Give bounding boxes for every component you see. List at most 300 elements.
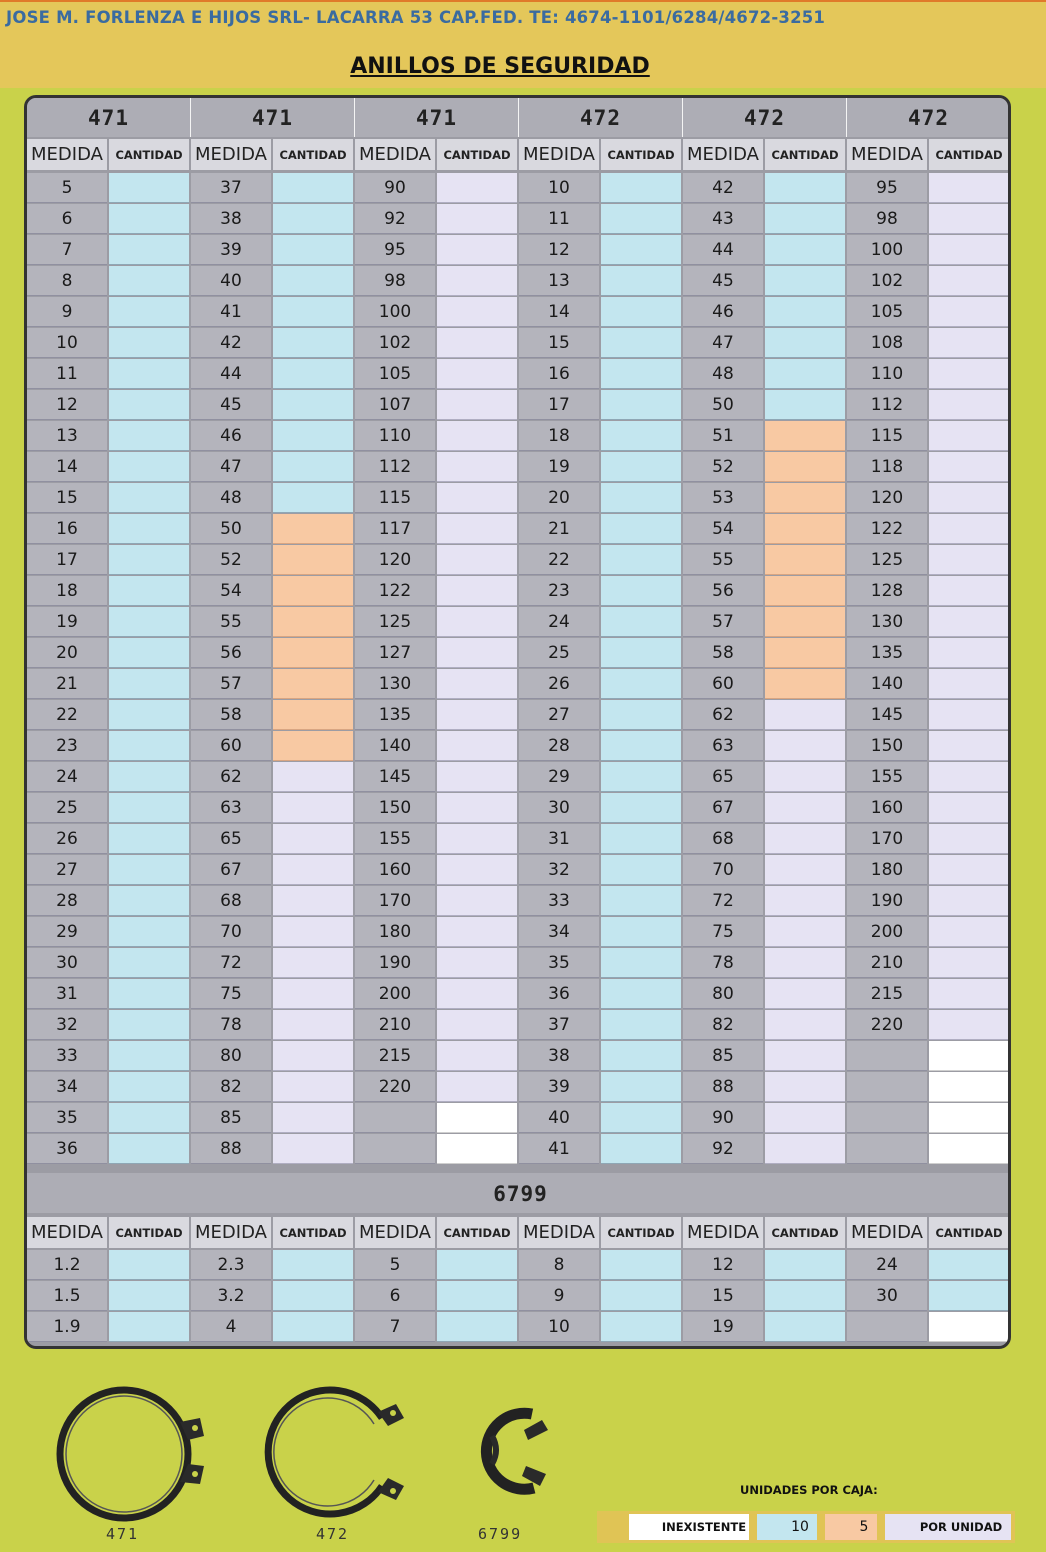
cantidad-input-cell[interactable]: [929, 576, 1009, 606]
cantidad-input-cell[interactable]: [273, 514, 353, 544]
cantidad-input-cell[interactable]: [273, 1010, 353, 1040]
cantidad-input-cell[interactable]: [437, 297, 517, 327]
cantidad-input-cell[interactable]: [437, 948, 517, 978]
cantidad-input-cell[interactable]: [765, 421, 845, 451]
cantidad-input-cell[interactable]: [765, 607, 845, 637]
cantidad-input-cell[interactable]: [601, 669, 681, 699]
table-row: [519, 452, 683, 482]
cantidad-input-cell[interactable]: [601, 607, 681, 637]
cantidad-input-cell[interactable]: [437, 545, 517, 575]
cantidad-input-cell[interactable]: [601, 514, 681, 544]
cantidad-input-cell[interactable]: [437, 762, 517, 792]
table-row: [683, 173, 847, 203]
cantidad-input-cell[interactable]: [601, 545, 681, 575]
cantidad-input-cell[interactable]: [273, 576, 353, 606]
cantidad-input-cell[interactable]: [601, 638, 681, 668]
cantidad-input-cell[interactable]: [109, 266, 189, 296]
cantidad-input-cell[interactable]: [929, 638, 1009, 668]
cantidad-input-cell[interactable]: [273, 1072, 353, 1102]
table-row: [683, 700, 847, 730]
cantidad-input-cell[interactable]: [437, 1281, 517, 1311]
cantidad-input-cell[interactable]: [273, 235, 353, 265]
cantidad-input-cell[interactable]: [601, 700, 681, 730]
cantidad-input-cell[interactable]: [601, 1072, 681, 1102]
cantidad-input-cell[interactable]: [273, 1041, 353, 1071]
cantidad-input-cell[interactable]: [765, 1134, 845, 1164]
cantidad-input-cell[interactable]: [273, 1250, 353, 1280]
cantidad-input-cell[interactable]: [601, 173, 681, 203]
cantidad-input-cell[interactable]: [601, 390, 681, 420]
medida-cell: 26: [27, 824, 107, 854]
cantidad-input-cell[interactable]: [601, 762, 681, 792]
cantidad-input-cell[interactable]: [273, 421, 353, 451]
medida-cell: 115: [847, 421, 927, 451]
table-row: [683, 390, 847, 420]
cantidad-input-cell[interactable]: [437, 576, 517, 606]
cantidad-input-cell[interactable]: [273, 452, 353, 482]
cantidad-input-cell[interactable]: [273, 669, 353, 699]
cantidad-input-cell[interactable]: [601, 297, 681, 327]
medida-cell: 140: [847, 669, 927, 699]
cantidad-input-cell[interactable]: [929, 514, 1009, 544]
cantidad-input-cell[interactable]: [601, 886, 681, 916]
table-row: [847, 1010, 1011, 1040]
cantidad-input-cell[interactable]: [109, 514, 189, 544]
cantidad-input-cell[interactable]: [273, 390, 353, 420]
cantidad-input-cell[interactable]: [929, 700, 1009, 730]
cantidad-input-cell[interactable]: [273, 948, 353, 978]
cantidad-input-cell[interactable]: [109, 204, 189, 234]
table-row: [27, 576, 191, 606]
cantidad-input-cell[interactable]: [765, 638, 845, 668]
table-row: [847, 545, 1011, 575]
cantidad-input-cell[interactable]: [929, 421, 1009, 451]
ring-471-label: 471: [106, 1525, 140, 1543]
cantidad-input-cell[interactable]: [437, 700, 517, 730]
table-row: [683, 638, 847, 668]
cantidad-input-cell[interactable]: [929, 1010, 1009, 1040]
cantidad-input-cell[interactable]: [273, 917, 353, 947]
cantidad-input-cell[interactable]: [273, 1103, 353, 1133]
cantidad-input-cell[interactable]: [765, 1103, 845, 1133]
cantidad-input-cell[interactable]: [601, 235, 681, 265]
cantidad-input-cell[interactable]: [601, 948, 681, 978]
cantidad-input-cell[interactable]: [601, 421, 681, 451]
cantidad-input-cell[interactable]: [601, 824, 681, 854]
cantidad-input-cell[interactable]: [929, 1281, 1009, 1311]
cantidad-input-cell[interactable]: [601, 483, 681, 513]
table-row: [519, 390, 683, 420]
medida-header: MEDIDA: [191, 139, 271, 170]
cantidad-input-cell[interactable]: [109, 762, 189, 792]
cantidad-input-cell[interactable]: [929, 545, 1009, 575]
cantidad-input-cell[interactable]: [929, 390, 1009, 420]
cantidad-input-cell[interactable]: [929, 731, 1009, 761]
cantidad-input-cell[interactable]: [765, 173, 845, 203]
cantidad-input-cell[interactable]: [273, 824, 353, 854]
medida-header: MEDIDA: [847, 139, 927, 170]
medida-cell: 25: [27, 793, 107, 823]
cantidad-input-cell[interactable]: [273, 173, 353, 203]
cantidad-input-cell[interactable]: [273, 1281, 353, 1311]
cantidad-input-cell[interactable]: [109, 700, 189, 730]
medida-cell: 112: [847, 390, 927, 420]
cantidad-header: CANTIDAD: [273, 1217, 353, 1248]
cantidad-input-cell[interactable]: [765, 731, 845, 761]
table-row: [355, 638, 519, 668]
cantidad-input-cell[interactable]: [437, 328, 517, 358]
cantidad-input-cell[interactable]: [109, 979, 189, 1009]
cantidad-header: CANTIDAD: [929, 1217, 1009, 1248]
cantidad-input-cell[interactable]: [437, 824, 517, 854]
cantidad-input-cell[interactable]: [929, 266, 1009, 296]
cantidad-input-cell[interactable]: [929, 793, 1009, 823]
medida-cell: 56: [683, 576, 763, 606]
cantidad-input-cell[interactable]: [765, 452, 845, 482]
cantidad-input-cell[interactable]: [273, 979, 353, 1009]
cantidad-input-cell[interactable]: [109, 1072, 189, 1102]
cantidad-input-cell[interactable]: [437, 886, 517, 916]
cantidad-input-cell[interactable]: [109, 452, 189, 482]
cantidad-input-cell[interactable]: [929, 948, 1009, 978]
cantidad-input-cell[interactable]: [109, 793, 189, 823]
cantidad-input-cell[interactable]: [765, 1312, 845, 1342]
table-row: [519, 235, 683, 265]
cantidad-input-cell[interactable]: [929, 204, 1009, 234]
cantidad-input-cell[interactable]: [601, 452, 681, 482]
cantidad-input-cell[interactable]: [273, 638, 353, 668]
medida-cell: 110: [847, 359, 927, 389]
cantidad-input-cell[interactable]: [765, 297, 845, 327]
cantidad-input-cell[interactable]: [765, 700, 845, 730]
cantidad-input-cell[interactable]: [437, 1010, 517, 1040]
cantidad-input-cell[interactable]: [929, 452, 1009, 482]
cantidad-input-cell[interactable]: [601, 1041, 681, 1071]
medida-cell: 80: [191, 1041, 271, 1071]
table-row: [683, 576, 847, 606]
medida-cell: 42: [683, 173, 763, 203]
cantidad-input-cell[interactable]: [437, 793, 517, 823]
cantidad-input-cell[interactable]: [765, 793, 845, 823]
cantidad-input-cell[interactable]: [929, 1250, 1009, 1280]
cantidad-input-cell[interactable]: [437, 421, 517, 451]
cantidad-input-cell[interactable]: [601, 731, 681, 761]
cantidad-input-cell[interactable]: [765, 917, 845, 947]
table-row: [847, 1281, 1011, 1311]
cantidad-input-cell[interactable]: [109, 638, 189, 668]
cantidad-input-cell[interactable]: [601, 917, 681, 947]
cantidad-input-cell[interactable]: [273, 607, 353, 637]
cantidad-input-cell[interactable]: [601, 328, 681, 358]
cantidad-input-cell[interactable]: [437, 514, 517, 544]
cantidad-input-cell[interactable]: [765, 359, 845, 389]
cantidad-input-cell[interactable]: [929, 607, 1009, 637]
medida-cell: 36: [27, 1134, 107, 1164]
cantidad-input-cell[interactable]: [437, 266, 517, 296]
cantidad-input-cell[interactable]: [273, 545, 353, 575]
cantidad-input-cell[interactable]: [273, 266, 353, 296]
medida-cell: [847, 1041, 927, 1071]
medida-cell: 47: [683, 328, 763, 358]
cantidad-input-cell[interactable]: [601, 204, 681, 234]
cantidad-input-cell[interactable]: [929, 297, 1009, 327]
cantidad-input-cell[interactable]: [273, 793, 353, 823]
table-row: [519, 979, 683, 1009]
table-row: [191, 1072, 355, 1102]
cantidad-input-cell[interactable]: [273, 297, 353, 327]
medida-cell: 128: [847, 576, 927, 606]
table-row: [847, 328, 1011, 358]
cantidad-input-cell[interactable]: [929, 855, 1009, 885]
cantidad-input-cell[interactable]: [109, 1041, 189, 1071]
table-row: [683, 917, 847, 947]
table-row: [519, 173, 683, 203]
cantidad-input-cell[interactable]: [437, 855, 517, 885]
cantidad-input-cell[interactable]: [601, 576, 681, 606]
cantidad-input-cell[interactable]: [437, 359, 517, 389]
table-row: [355, 669, 519, 699]
cantidad-input-cell[interactable]: [765, 204, 845, 234]
cantidad-input-cell[interactable]: [437, 1072, 517, 1102]
cantidad-input-cell[interactable]: [929, 917, 1009, 947]
medida-cell: 72: [683, 886, 763, 916]
cantidad-input-cell[interactable]: [765, 1281, 845, 1311]
cantidad-input-cell[interactable]: [109, 545, 189, 575]
cantidad-input-cell[interactable]: [109, 483, 189, 513]
price-sheet-table: [24, 95, 1011, 1349]
table-row: [683, 1250, 847, 1280]
cantidad-input-cell[interactable]: [765, 1010, 845, 1040]
table-row: [191, 204, 355, 234]
medida-cell: 8: [519, 1250, 599, 1280]
cantidad-input-cell[interactable]: [273, 886, 353, 916]
cantidad-header: CANTIDAD: [601, 1217, 681, 1248]
cantidad-input-cell[interactable]: [765, 576, 845, 606]
cantidad-input-cell[interactable]: [929, 235, 1009, 265]
cantidad-input-cell[interactable]: [765, 824, 845, 854]
cantidad-input-cell[interactable]: [109, 421, 189, 451]
cantidad-input-cell[interactable]: [109, 1103, 189, 1133]
ring-471-image: [52, 1380, 212, 1525]
cantidad-input-cell[interactable]: [437, 204, 517, 234]
cantidad-input-cell[interactable]: [273, 855, 353, 885]
cantidad-input-cell[interactable]: [765, 979, 845, 1009]
cantidad-header: CANTIDAD: [109, 139, 189, 170]
table-row: [519, 576, 683, 606]
table-row: [355, 824, 519, 854]
cantidad-input-cell[interactable]: [929, 483, 1009, 513]
cantidad-input-cell[interactable]: [765, 669, 845, 699]
cantidad-input-cell[interactable]: [109, 1250, 189, 1280]
medida-cell: 40: [519, 1103, 599, 1133]
table-row: [519, 638, 683, 668]
table-row: [355, 421, 519, 451]
cantidad-input-cell[interactable]: [929, 979, 1009, 1009]
table-row: [355, 1312, 519, 1342]
cantidad-input-cell[interactable]: [601, 1250, 681, 1280]
cantidad-input-cell[interactable]: [437, 731, 517, 761]
medida-cell: 32: [27, 1010, 107, 1040]
table-row: [847, 1072, 1011, 1102]
table-row: [683, 855, 847, 885]
medida-cell: 40: [191, 266, 271, 296]
table-row: [355, 948, 519, 978]
cantidad-input-cell[interactable]: [109, 1281, 189, 1311]
cantidad-input-cell[interactable]: [273, 328, 353, 358]
cantidad-input-cell[interactable]: [109, 886, 189, 916]
table-row: [191, 173, 355, 203]
cantidad-input-cell[interactable]: [765, 762, 845, 792]
medida-cell: 21: [27, 669, 107, 699]
cantidad-input-cell[interactable]: [437, 979, 517, 1009]
cantidad-input-cell[interactable]: [273, 359, 353, 389]
medida-cell: 33: [27, 1041, 107, 1071]
cantidad-input-cell[interactable]: [765, 1072, 845, 1102]
medida-cell: 34: [27, 1072, 107, 1102]
medida-cell: 190: [847, 886, 927, 916]
cantidad-input-cell[interactable]: [601, 1312, 681, 1342]
cantidad-input-cell[interactable]: [765, 545, 845, 575]
medida-cell: 108: [847, 328, 927, 358]
cantidad-input-cell[interactable]: [601, 1281, 681, 1311]
medida-cell: 57: [683, 607, 763, 637]
cantidad-input-cell[interactable]: [109, 669, 189, 699]
cantidad-input-cell[interactable]: [437, 1312, 517, 1342]
cantidad-input-cell[interactable]: [601, 1134, 681, 1164]
cantidad-input-cell[interactable]: [437, 1250, 517, 1280]
cantidad-input-cell[interactable]: [601, 793, 681, 823]
cantidad-input-cell[interactable]: [109, 297, 189, 327]
cantidad-input-cell[interactable]: [109, 1010, 189, 1040]
cantidad-input-cell[interactable]: [765, 1250, 845, 1280]
cantidad-input-cell[interactable]: [437, 173, 517, 203]
cantidad-input-cell[interactable]: [929, 359, 1009, 389]
cantidad-input-cell[interactable]: [273, 700, 353, 730]
medida-cell: 160: [847, 793, 927, 823]
cantidad-input-cell[interactable]: [109, 731, 189, 761]
cantidad-input-cell[interactable]: [437, 452, 517, 482]
medida-cell: 190: [355, 948, 435, 978]
cantidad-input-cell[interactable]: [765, 1041, 845, 1071]
cantidad-input-cell[interactable]: [109, 390, 189, 420]
cantidad-input-cell[interactable]: [437, 235, 517, 265]
table-row: [191, 1010, 355, 1040]
cantidad-input-cell[interactable]: [273, 483, 353, 513]
cantidad-input-cell[interactable]: [273, 762, 353, 792]
ring-6799-label: 6799: [478, 1525, 523, 1543]
table-row: [191, 1134, 355, 1164]
table-row: [683, 948, 847, 978]
cantidad-input-cell[interactable]: [601, 359, 681, 389]
cantidad-input-cell[interactable]: [765, 948, 845, 978]
cantidad-input-cell[interactable]: [109, 173, 189, 203]
cantidad-input-cell[interactable]: [601, 1010, 681, 1040]
cantidad-input-cell[interactable]: [765, 886, 845, 916]
cantidad-input-cell: [929, 1072, 1009, 1102]
cantidad-input-cell[interactable]: [273, 731, 353, 761]
cantidad-input-cell[interactable]: [601, 266, 681, 296]
column-header: 472: [683, 98, 848, 137]
table-row: [847, 1134, 1011, 1164]
cantidad-input-cell[interactable]: [109, 917, 189, 947]
table-row: [191, 731, 355, 761]
cantidad-input-cell[interactable]: [109, 576, 189, 606]
medida-cell: 70: [683, 855, 763, 885]
cantidad-input-cell[interactable]: [765, 266, 845, 296]
cantidad-input-cell[interactable]: [929, 173, 1009, 203]
cantidad-input-cell[interactable]: [765, 514, 845, 544]
cantidad-input-cell[interactable]: [929, 762, 1009, 792]
table-row: [519, 514, 683, 544]
medida-header: MEDIDA: [191, 1217, 271, 1248]
cantidad-input-cell[interactable]: [437, 607, 517, 637]
table-row: [355, 483, 519, 513]
medida-cell: 39: [519, 1072, 599, 1102]
cantidad-input-cell[interactable]: [273, 204, 353, 234]
cantidad-input-cell[interactable]: [109, 359, 189, 389]
table-row: [683, 514, 847, 544]
cantidad-input-cell[interactable]: [109, 948, 189, 978]
cantidad-input-cell[interactable]: [109, 1312, 189, 1342]
cantidad-input-cell[interactable]: [929, 328, 1009, 358]
table-row: [519, 1041, 683, 1071]
cantidad-input-cell[interactable]: [765, 328, 845, 358]
cantidad-input-cell[interactable]: [765, 855, 845, 885]
cantidad-input-cell[interactable]: [601, 1103, 681, 1133]
cantidad-input-cell[interactable]: [437, 1041, 517, 1071]
cantidad-input-cell[interactable]: [765, 483, 845, 513]
cantidad-input-cell[interactable]: [109, 1134, 189, 1164]
cantidad-input-cell[interactable]: [109, 824, 189, 854]
cantidad-input-cell[interactable]: [109, 855, 189, 885]
cantidad-input-cell[interactable]: [273, 1134, 353, 1164]
medida-cell: 18: [27, 576, 107, 606]
table-row: [355, 731, 519, 761]
medida-cell: 21: [519, 514, 599, 544]
medida-cell: 18: [519, 421, 599, 451]
cantidad-input-cell[interactable]: [601, 979, 681, 1009]
cantidad-input-cell[interactable]: [929, 886, 1009, 916]
cantidad-input-cell[interactable]: [765, 390, 845, 420]
cantidad-input-cell[interactable]: [109, 607, 189, 637]
cantidad-input-cell[interactable]: [437, 917, 517, 947]
table-row: [191, 824, 355, 854]
cantidad-input-cell[interactable]: [437, 483, 517, 513]
medida-cell: 11: [27, 359, 107, 389]
cantidad-input-cell[interactable]: [109, 328, 189, 358]
cantidad-input-cell[interactable]: [929, 824, 1009, 854]
medida-cell: 22: [27, 700, 107, 730]
cantidad-input-cell[interactable]: [437, 669, 517, 699]
cantidad-input-cell[interactable]: [929, 669, 1009, 699]
medida-cell: 215: [847, 979, 927, 1009]
cantidad-input-cell[interactable]: [601, 855, 681, 885]
medida-cell: 85: [683, 1041, 763, 1071]
medida-cell: 31: [519, 824, 599, 854]
medida-cell: 88: [191, 1134, 271, 1164]
cantidad-input-cell[interactable]: [273, 1312, 353, 1342]
table-row: [355, 514, 519, 544]
medida-cell: [355, 1134, 435, 1164]
cantidad-input-cell[interactable]: [437, 638, 517, 668]
medida-cell: 145: [847, 700, 927, 730]
table-row: [355, 793, 519, 823]
table-row: [683, 1134, 847, 1164]
cantidad-input-cell[interactable]: [437, 390, 517, 420]
medida-cell: 120: [355, 545, 435, 575]
cantidad-input-cell[interactable]: [109, 235, 189, 265]
cantidad-input-cell[interactable]: [765, 235, 845, 265]
